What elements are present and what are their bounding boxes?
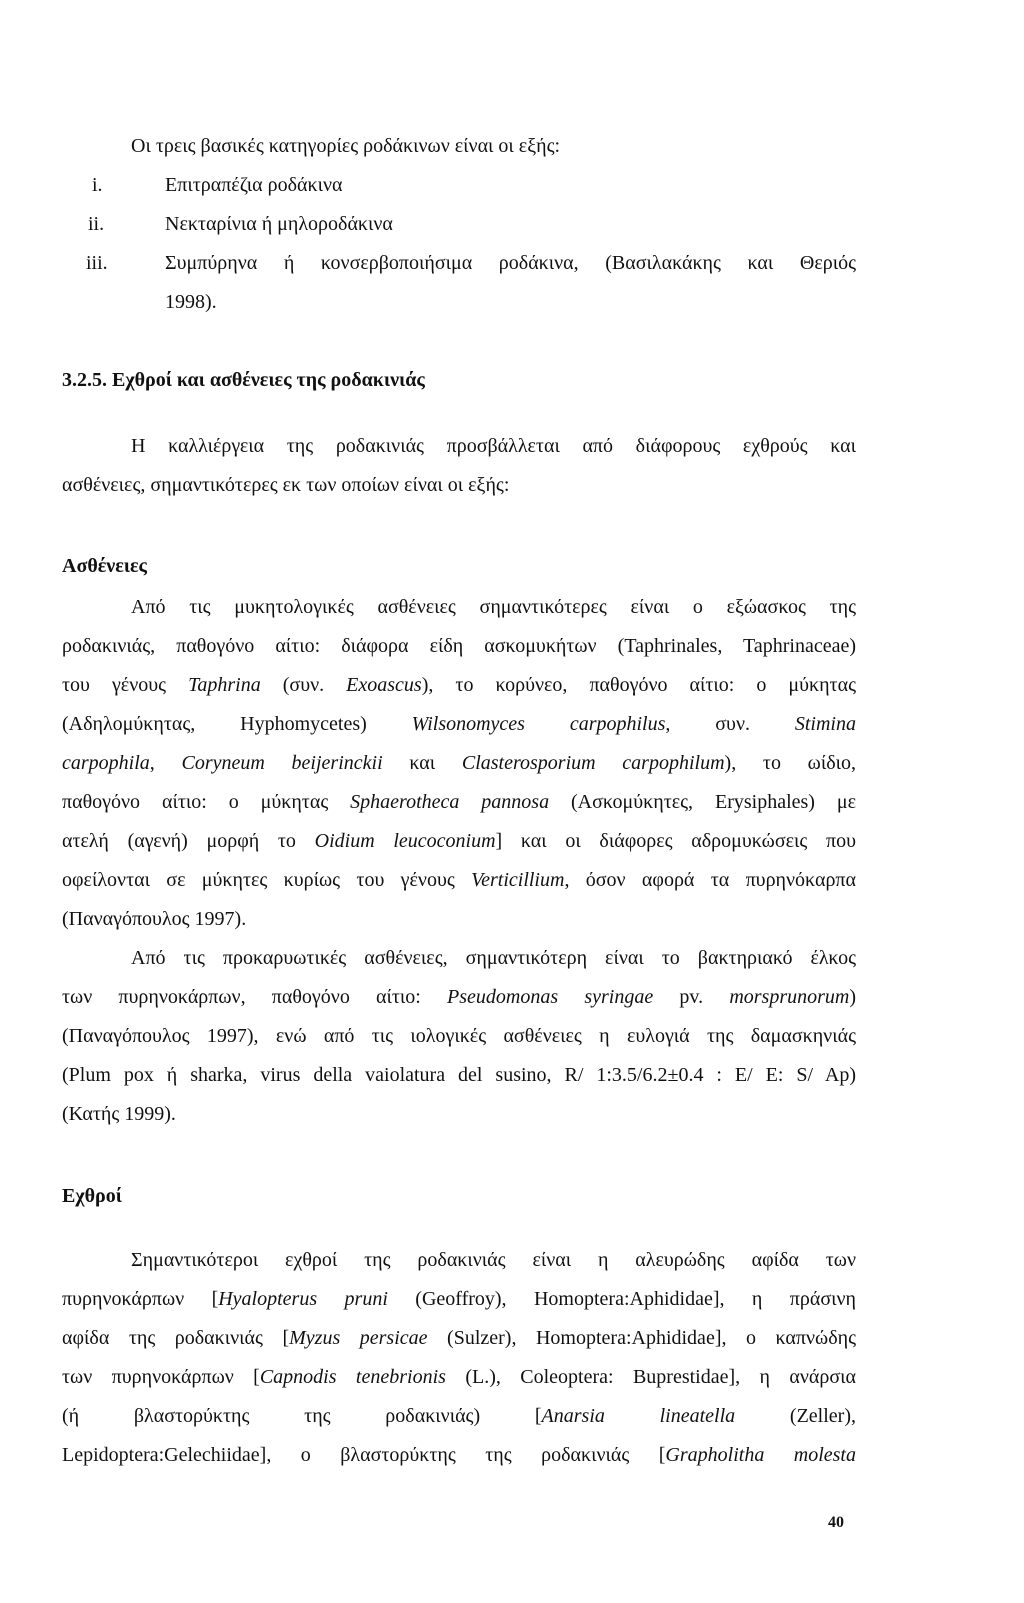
diseases-line-2: ροδακινιάς, παθογόνο αίτιο: διάφορα είδη ασκομυκήτων (Taphrinales, Taphrinaceae) [62, 635, 856, 657]
diseases-line-8: οφείλονται σε μύκητες κυρίως του γένους Verticillium, όσον αφορά τα πυρηνόκαρπα [62, 869, 856, 891]
pests-line-2: πυρηνοκάρπων [Hyalopterus pruni (Geoffroy), Homoptera:Aphididae], η πράσινη [62, 1288, 856, 1310]
diseases-line-14: (Κατής 1999). [62, 1103, 176, 1125]
p1-line-1: Η καλλιέργεια της ροδακινιάς προσβάλλεται από διάφορους εχθρούς και [131, 435, 856, 457]
p1-line-2: ασθένειες, σημαντικότερες εκ των οποίων είναι οι εξής: [62, 474, 510, 496]
pests-line-4: των πυρηνοκάρπων [Capnodis tenebrionis (L.), Coleoptera: Buprestidae], η ανάρσια [62, 1366, 856, 1388]
pests-line-1: Σημαντικότεροι εχθροί της ροδακινιάς είναι η αλευρώδης αφίδα των [131, 1249, 856, 1271]
list-item-3: Συμπύρηνα ή κονσερβοποιήσιμα ροδάκινα, (Βασιλακάκης και Θεριός [165, 252, 856, 274]
diseases-line-4: (Αδηλομύκητας, Hyphomycetes) Wilsonomyces carpophilus, συν. Stimina [62, 713, 856, 735]
diseases-line-11: των πυρηνοκάρπων, παθογόνο αίτιο: Pseudomonas syringae pv. morsprunorum) [62, 986, 857, 1008]
diseases-line-12: (Παναγόπουλος 1997), ενώ από τις ιολογικές ασθένειες η ευλογιά της δαμασκηνιάς [62, 1025, 856, 1047]
diseases-line-5: carpophila, Coryneum beijerinckii και Clasterosporium carpophilum), το ωίδιο, [62, 752, 857, 774]
pests-heading: Εχθροί [62, 1185, 122, 1207]
pests-line-6: Lepidoptera:Gelechiidae], ο βλαστορύκτης της ροδακινιάς [Grapholitha molesta [62, 1444, 856, 1466]
diseases-line-10: Από τις προκαρυωτικές ασθένειες, σημαντικότερη είναι το βακτηριακό έλκος [131, 947, 856, 969]
list-num-2: ii. [88, 213, 105, 235]
pests-line-5: (ή βλαστορύκτης της ροδακινιάς) [Anarsia lineatella (Zeller), [62, 1405, 856, 1427]
diseases-line-7: ατελή (αγενή) μορφή το Oidium leucoconium] και οι διάφορες αδρομυκώσεις που [62, 830, 857, 852]
diseases-line-1: Από τις μυκητολογικές ασθένειες σημαντικότερες είναι ο εξώασκος της [131, 596, 856, 618]
diseases-line-9: (Παναγόπουλος 1997). [62, 908, 247, 930]
pests-line-3: αφίδα της ροδακινιάς [Myzus persicae (Sulzer), Homoptera:Aphididae], ο καπνώδης [62, 1327, 857, 1349]
section-heading: 3.2.5. Εχθροί και ασθένειες της ροδακινιάς [62, 369, 425, 391]
list-item-1: Επιτραπέζια ροδάκινα [165, 174, 343, 196]
diseases-line-3: του γένους Taphrina (συν. Exoascus), το κορύνεο, παθογόνο αίτιο: ο μύκητας [62, 674, 856, 696]
list-num-3: iii. [86, 252, 108, 274]
diseases-heading: Ασθένειες [62, 555, 147, 577]
list-item-2: Νεκταρίνια ή μηλοροδάκινα [165, 213, 393, 235]
diseases-line-6: παθογόνο αίτιο: ο μύκητας Sphaerotheca pannosa (Ασκομύκητες, Erysiphales) με [62, 791, 856, 813]
intro-line: Οι τρεις βασικές κατηγορίες ροδάκινων είναι οι εξής: [131, 135, 561, 157]
list-item-3-cont: 1998). [165, 291, 217, 313]
list-num-1: i. [92, 174, 103, 196]
diseases-line-13: (Plum pox ή sharka, virus della vaiolatura del susino, R/ 1:3.5/6.2±0.4 : E/ E: S/ Ap) [62, 1064, 856, 1086]
page-number: 40 [828, 1514, 844, 1531]
